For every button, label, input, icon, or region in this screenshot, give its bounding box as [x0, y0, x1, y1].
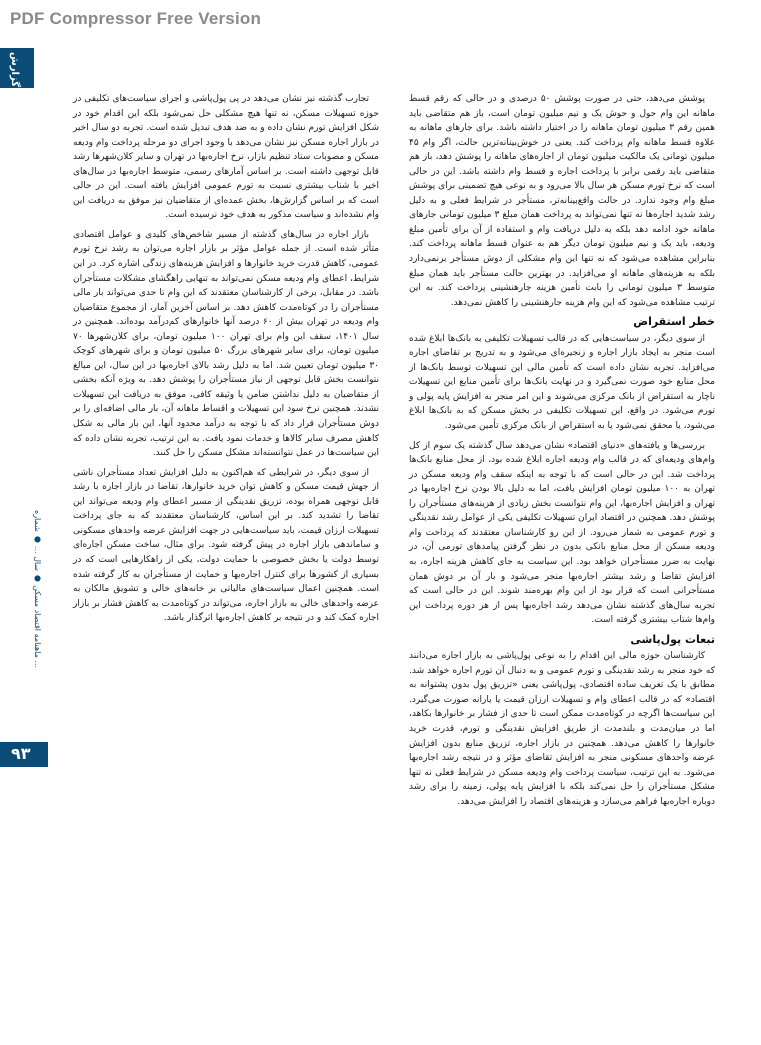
- paragraph: از سوی دیگر، در سیاست‌هایی که در قالب تسهیلات تکلیفی به بانک‌ها ابلاغ شده است منجر به ایجاد بازار اجاره و زنجیره‌ای می‌شود و به تدریج بر تقاضای اجاره می‌افزاید. تجربه نشان داده است که تأمین مالی این تسهیلات توسط بانک‌ها از محل منابع خود صورت نمی‌گیرد و در نهایت بانک‌ها برای تأمین منابع این تسهیلات ناچار به استقراض از بانک مرکزی می‌شوند و این امر منجر به افزایش پایه پولی و تورم می‌شود. در واقع، این تسهیلات تکلیفی در بخش مسکن که به بانک‌ها ابلاغ می‌شود، یا محقق نمی‌شود یا به استقراض از بانک مرکزی تأمین می‌شود.: [409, 333, 715, 432]
- section-label: گزارش: [9, 52, 20, 88]
- paragraph: از سوی دیگر، در شرایطی که هم‌اکنون به دلیل افزایش تعداد مستأجران ناشی از جهش قیمت مسکن و کاهش توان خرید خانوارها، تقاضا در بازار اجاره با رشد قابل توجهی همراه بوده، تزریق نقدینگی از مسیر اعطای وام ودیعه می‌تواند این تقاضا را تشدید کند. بر این اساس، کارشناسان معتقدند که به جای پرداخت تسهیلات ارزان قیمت، باید سیاست‌هایی در جهت افزایش عرضه واحدهای مسکونی و ساماندهی بازار اجاره در پیش گرفته شود. برای مثال، ساخت مسکن اجاره‌ای توسط دولت یا بخش خصوصی با حمایت دولت، یکی از راهکارهایی است که در بسیاری از کشورها برای کنترل اجاره‌بها و حمایت از مستأجران به کار گرفته شده است. همچنین اعمال سیاست‌های مالیاتی بر خانه‌های خالی و تشویق مالکان به عرضه واحدهای خالی به بازار اجاره، می‌تواند در کوتاه‌مدت به کاهش فشار بر بازار اجاره کمک کند و در نتیجه بر کاهش اجاره‌بها اثرگذار باشد.: [73, 467, 379, 624]
- paragraph: تجارب گذشته نیز نشان می‌دهد در پی پول‌پاشی و اجرای سیاست‌های تکلیفی در حوزه تسهیلات مسکن، نه تنها هیچ‌ مشکلی حل نمی‌شود بلکه این اقدام خود در شکل افزایش تورم نشان داده و به ضد هدف تبدیل شده است. تجربه دو سال اخیر در بازار اجاره مسکن نیز نشان می‌دهد با وجود اجرای دو مرحله پرداخت وام ودیعه مسکن و مصوبات ستاد تنظیم بازار، نرخ اجاره‌بها در تهران و سایر کلان‌شهرها رشد قابل توجهی داشته است. بر اساس آمارهای رسمی، متوسط اجاره‌بها در سال‌های اخیر با شتاب بیشتری نسبت به تورم عمومی افزایش یافته است. این در حالی است که بر اساس گزارش‌ها، بخش عمده‌ای از متقاضیان نیز موفق به دریافت این وام نشده‌اند و سیاست مذکور به هدف خود نرسیده است.: [73, 94, 379, 221]
- right-column: [409, 92, 715, 814]
- paragraph: پوشش می‌دهد، حتی در صورت پوشش ۵۰ درصدی و در حالی که رقم قسط ماهانه این وام حول و حوش یک و نیم میلیون تومان است، باز هم متقاضی باید همین رقم ۳ میلیون تومان ماهانه را در اختیار داشته باشد. برای جارهای ماهانه به علاوه قسط ماهانه وام پرداخت کند. یعنی در خوش‌بینانه‌ترین حالت، اگر وام ۴۵ میلیون تومانی یک مالکیت میلیون تومان از اجاره‌های ماهانه را پوشش دهد، باز هم متقاضی باید رقمی برابر با پرداخت اجاره و قسط وام داشته باشد. این در حالی است که نرخ تورم مسکن هر سال بالا می‌رود و به نوعی هیچ تضمینی برای پوشش مبلغ وام وجود ندارد. در حالت واقع‌بینانه‌تر، مستأجر در شرایط فعلی و به دلیل رشد شدید اجاره‌ها نه تنها نمی‌تواند به پرداخت همان مبلغ ۳ میلیون تومانی جارهای ماهانه خود ادامه دهد بلکه به دلیل دریافت وام و استفاده از آن برای تأمین مبلغ ودیعه، باید یک و نیم میلیون تومان دیگر هم به عنوان قسط ماهانه پرداخت کند. بنابراین مشاهده می‌شود که نه تنها این وام مشکلی از دوش مستأجر برنمی‌دارد بلکه به هزینه‌های ماهانه او می‌افزاید. در بهترین حالت مستأجر باید همان مبلغ متوسط ۳ میلیون تومانی را بابت تأمین هزینه جارهنشینی پرداخت کند. به این ترتیب مشاهده می‌شود که این وام هزینه جارهنشینی را کاهش نمی‌دهد.: [409, 94, 716, 308]
- page-number-badge: [0, 742, 48, 767]
- section-heading-borrowing-risk: خطر استقراض: [633, 315, 715, 329]
- journal-spine: [33, 510, 47, 720]
- section-tab: [0, 48, 34, 88]
- pdf-compressor-watermark: PDF Compressor Free Version: [10, 9, 262, 28]
- page-number: ۹۳: [11, 744, 31, 763]
- paragraph: بررسی‌ها و یافته‌های «دنیای اقتصاد» نشان می‌دهد سال گذشته یک سوم از کل وام‌های ودیعه‌ای که در قالب وام ودیعه اجاره ابلاغ شده بود، از محل منابع بانک‌ها پرداخت شد. این در حالی است که با توجه به اینکه سقف وام ودیعه مسکن در تهران به ۱۰۰ میلیون تومان افزایش یافت، اما به دلیل بالا بودن نرخ اجاره‌بها در تهران و افزایش اجاره‌بها، این وام نتوانست بخش زیادی از هزینه‌های مستأجران را پوشش دهد. همچنین در اقتصاد ایران تسهیلات تکلیفی یکی از عوامل رشد نقدینگی و تورم عمومی به شمار می‌رود. از این رو کارشناسان معتقدند که پرداخت وام ودیعه مسکن از محل منابع بانکی بدون در نظر گرفتن پیامدهای تورمی آن، در نهایت به ضرر مستأجران خواهد بود. این سیاست به جای کاهش هزینه اجاره، به افزایش تقاضا و رشد بیشتر اجاره‌بها منجر می‌شود و بار آن بر دوش همان مستأجرانی است که قرار بود از این وام بهره‌مند شوند. این در حالی است که تجربه سال‌های گذشته نشان می‌دهد رشد اجاره‌بها پس از هر دوره پرداخت این وام‌ها شتاب بیشتری گرفته است.: [409, 440, 715, 626]
- left-column: [73, 92, 379, 631]
- journal-info: ماهنامه اقتصاد مسکن ● سال ... ● شماره ...: [33, 510, 42, 669]
- paragraph: بازار اجاره در سال‌های گذشته از مسیر شاخص‌های کلیدی و عوامل اقتصادی متأثر شده است. از جمله عوامل مؤثر بر بازار اجاره می‌توان به رشد نرخ تورم عمومی، کاهش قدرت خرید خانوارها و افزایش هزینه‌های زندگی اشاره کرد. در این شرایط، اعطای وام ودیعه مسکن نمی‌تواند به تنهایی راهگشای مشکلات مستأجران باشد. در مقابل، برخی از کارشناسان معتقدند که این وام تا حدی می‌تواند بار مالی مستأجران را در کوتاه‌مدت کاهش دهد. بر اساس آخرین آمار، از مجموع متقاضیان وام ودیعه در تهران بیش از ۶۰ درصد آنها خانوارهای کم‌درآمد بوده‌اند. همچنین در سال ۱۴۰۱، سقف این وام برای تهران ۱۰۰ میلیون تومان، برای کلان‌شهرها ۷۰ میلیون تومان، برای سایر شهرهای بزرگ ۵۰ میلیون تومان و برای شهرهای کوچک ۳۰ میلیون تومان تعیین شد. اما به دلیل رشد بالای اجاره‌بها در این سال، این مبالغ نتوانست بخش قابل توجهی از نیاز مستأجران را پوشش دهد. به ویژه آنکه بخشی از متقاضیان به دلیل نداشتن ضامن یا وثیقه کافی، موفق به دریافت این تسهیلات نشدند. همچنین نرخ سود این تسهیلات و اقساط ماهانه آن، بار مالی اضافه‌ای را بر دوش مستأجران قرار داد که با توجه به درآمد محدود آنها، این بار مالی به شکل کاهش مصرف سایر کالاها و خدمات نمود یافت. به این ترتیب، تجربه نشان داده که این سیاست‌ها در عمل نتوانسته‌اند مشکل مسکن را حل کنند.: [73, 229, 380, 459]
- paragraph: کارشناسان حوزه مالی این اقدام را به نوعی پول‌پاشی به بازار اجاره می‌دانند که خود منجر به رشد نقدینگی و تورم عمومی و به دنبال آن تورم اجاره خواهد شد. مطابق با یک تعریف ساده اقتصادی، پول‌پاشی یعنی «تزریق پول بدون پشتوانه به اقتصاد» که در قالب اعطای وام و تسهیلات ارزان قیمت یا یارانه صورت می‌گیرد. این سیاست‌ها اگرچه در کوتاه‌مدت ممکن است تا حدی از فشار بر خانوارها بکاهد، اما در میان‌مدت و بلندمدت از طریق افزایش نقدینگی و تورم، قدرت خرید خانوارها را کاهش می‌دهد. همچنین در بازار اجاره، تزریق منابع بدون افزایش عرضه واحدهای مسکونی منجر به افزایش تقاضای مؤثر و در نتیجه رشد اجاره‌بها می‌شود. به این ترتیب، سیاست پرداخت وام ودیعه مسکن در شرایط فعلی نه تنها مشکل مستأجران را حل نمی‌کند بلکه با افزایش پایه پولی، زمینه را برای رشد دوباره اجاره‌بها فراهم می‌سازد و هزینه‌های اقتصاد را افزایش می‌دهد.: [409, 651, 715, 807]
- section-heading-consequences: تبعات پول‌پاشی: [630, 632, 715, 646]
